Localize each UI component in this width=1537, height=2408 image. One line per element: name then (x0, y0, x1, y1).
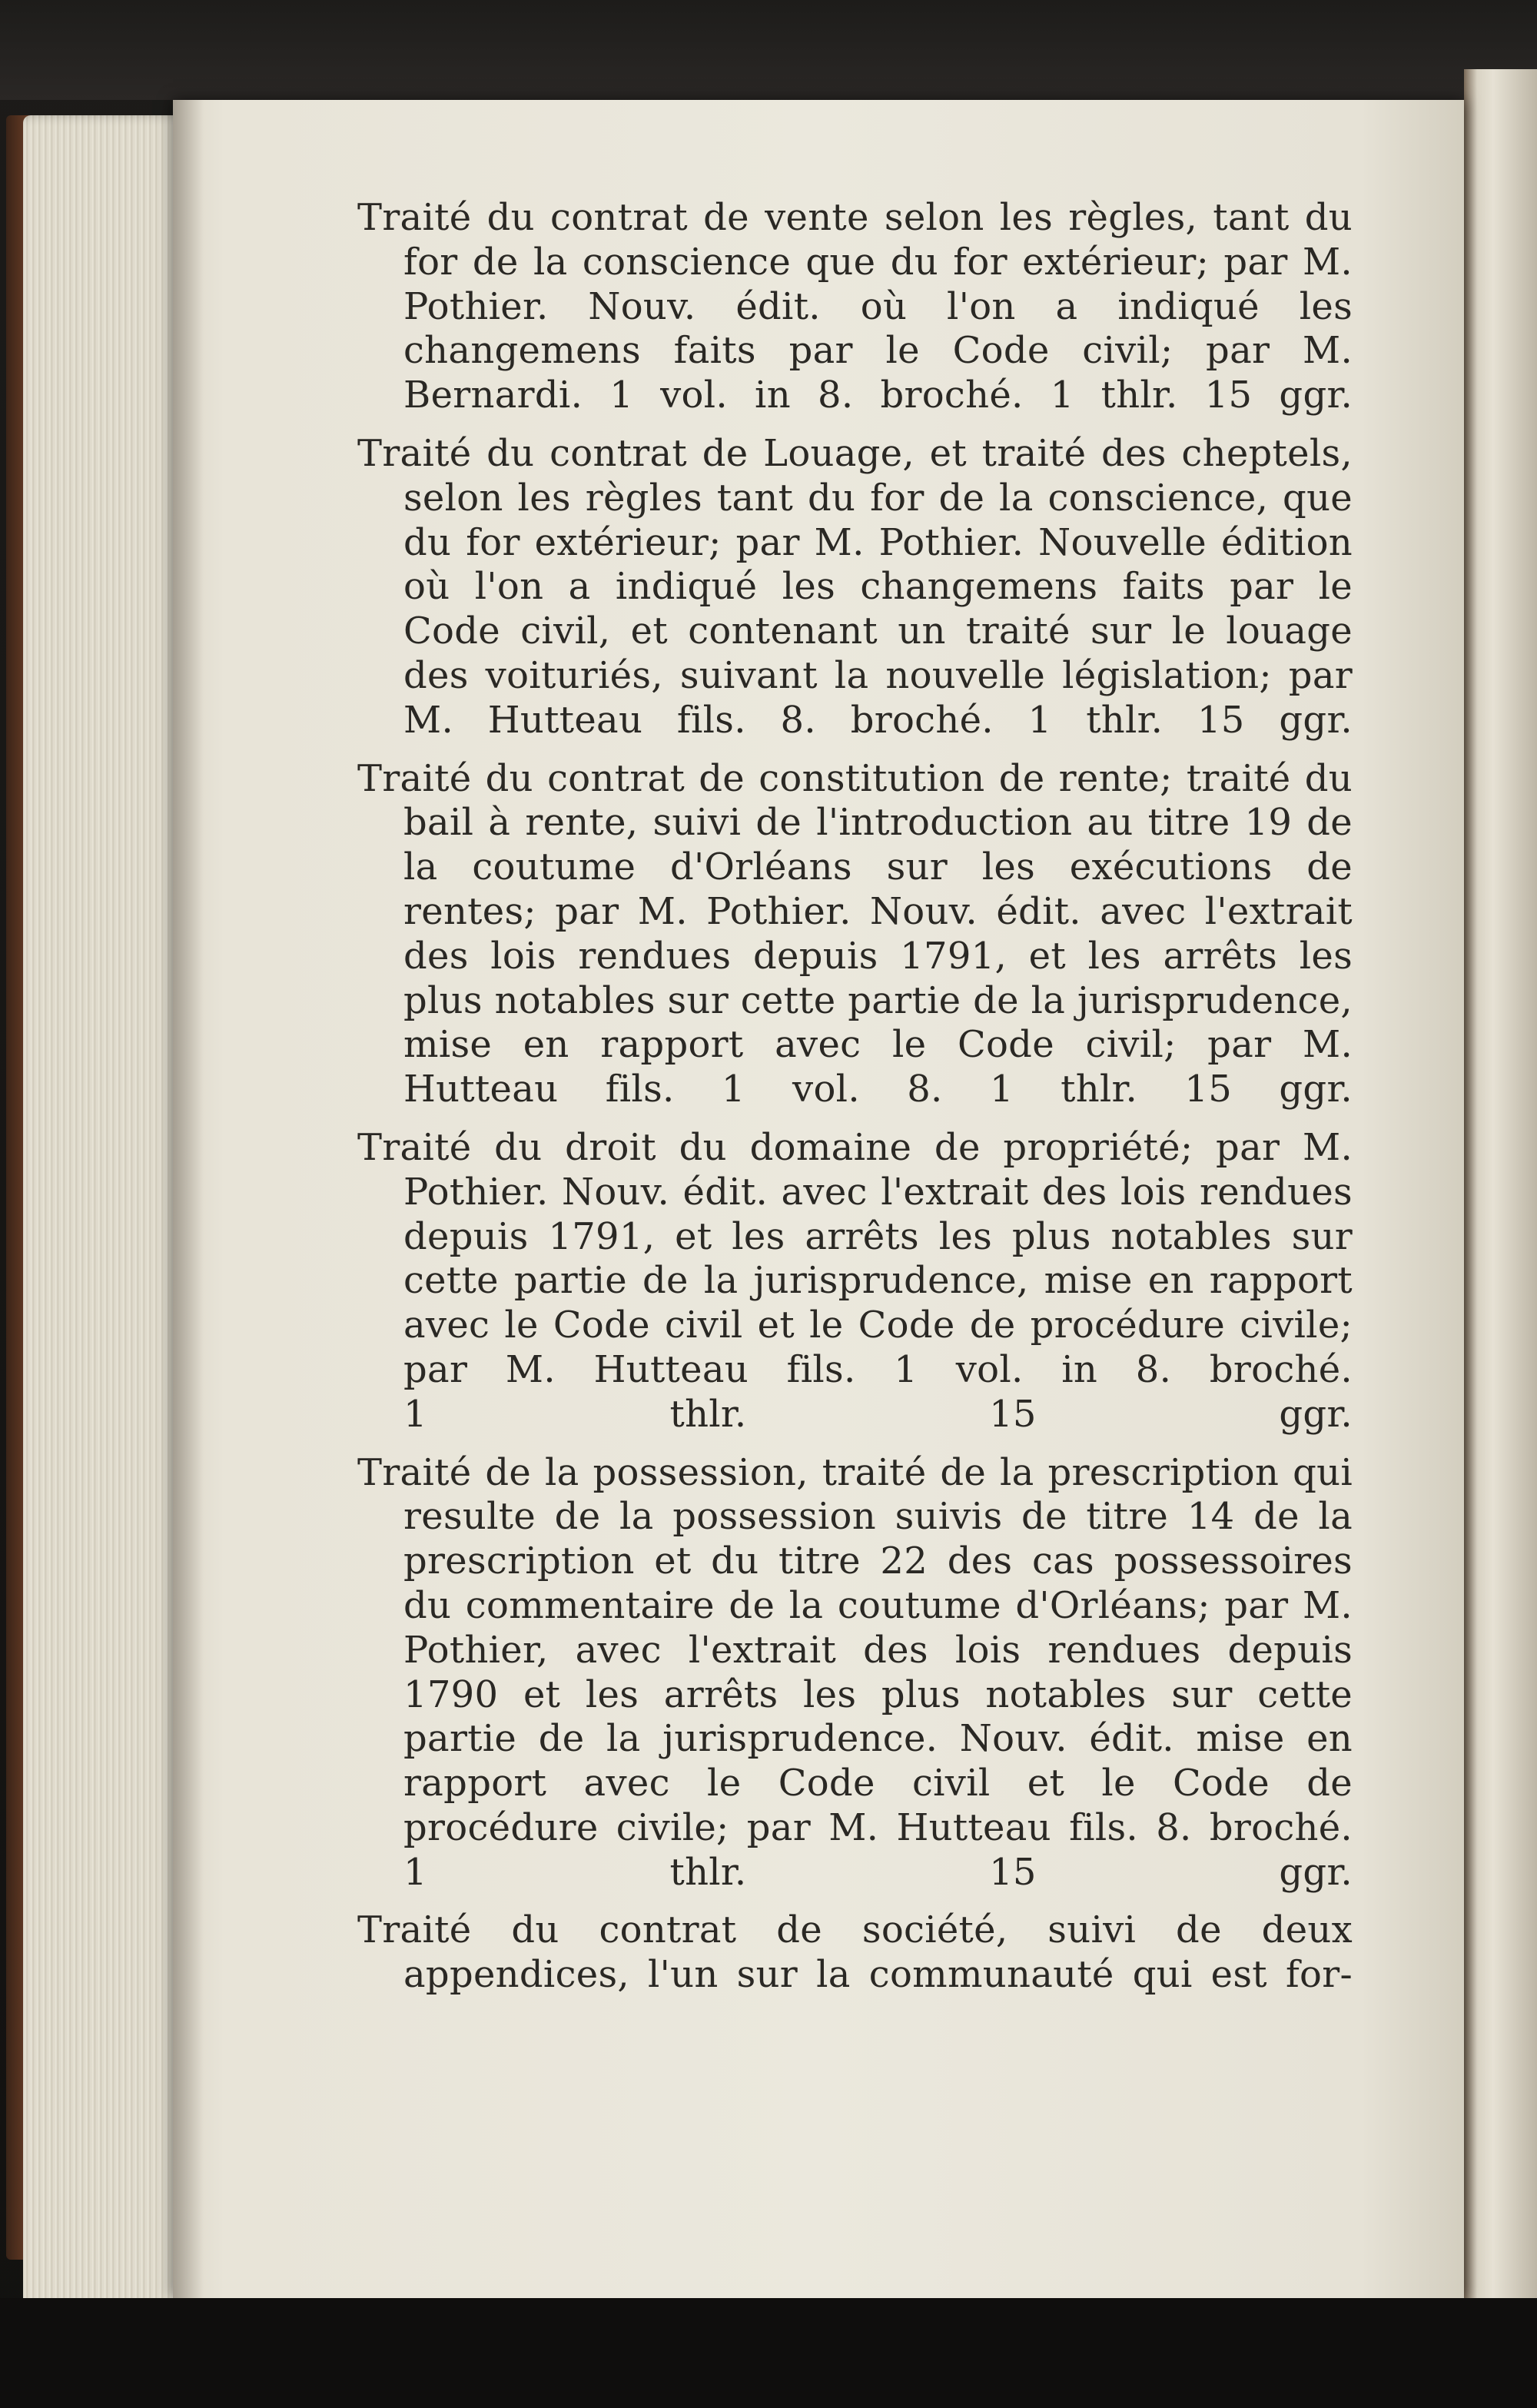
catalogue-entry (357, 1126, 1353, 1437)
entry-price: 1 thlr. 15 ggr. (1027, 698, 1353, 742)
catalogue-entry (357, 1451, 1353, 1895)
entry-text: Traité du contrat de constitution de rente; traité du bail à rente, suivi de l'introduction au titre 19 de la coutume d'Orléans sur les exécutions de rentes; par M. Pothier. Nouv. édit. avec l'extrait des lois rendues depuis 1791, et les arrêts les plus notables sur cette partie de la jurisprudence, mise en rapport avec le Code civil; par M. Hutteau fils. 1 vol. 8. (357, 756, 1353, 1111)
entry-text: Traité du contrat de société, suivi de deux appendices, l'un sur la communauté qui est for- (357, 1908, 1353, 1997)
entry-text: Traité du contrat de Louage, et traité des cheptels, selon les règles tant du for de la conscience, que du for extérieur; par M. Pothier. Nouvelle édition où l'on a indiqué les changemens faits par le Code civil, et contenant un traité sur le louage des voituriés, suivant la nouvelle législation; par M. Hutteau fils. 8. broché. (357, 431, 1353, 742)
catalogue-text (357, 196, 1353, 2011)
catalogue-entry (357, 1908, 1353, 1998)
page-edges (23, 115, 188, 2313)
entry-text: Traité du droit du domaine de propriété; par M. Pothier. Nouv. édit. avec l'extrait des lois rendues depuis 1791, et les arrêts les plus notables sur cette partie de la jurisprudence, mise en rapport avec le Code civil et le Code de procédure civile; par M. Hutteau fils. 1 vol. in 8. broché. (357, 1125, 1353, 1391)
entry-price: 1 thlr. 15 ggr. (989, 1068, 1353, 1111)
catalogue-entry (357, 432, 1353, 743)
gutter-shadow (173, 100, 204, 2298)
entry-text: Traité de la possession, traité de la prescription qui resulte de la possession suivis de titre 14 de la prescription et du titre 22 des cas possessoires du commentaire de la coutume d'Orléans; par M. Pothier, avec l'extrait des lois rendues depuis 1790 et les arrêts les plus notables sur cette partie de la jurisprudence. Nouv. édit. mise en rapport avec le Code civil et le Code de procédure civile; par M. Hutteau fils. 8. broché. (357, 1450, 1353, 1849)
catalogue-entry (357, 196, 1353, 418)
entry-price: 1 thlr. 15 ggr. (403, 1850, 1353, 1894)
entry-price: 1 thlr. 15 ggr. (403, 1392, 1353, 1436)
entry-text: Traité du contrat de vente selon les règles, tant du for de la conscience que du for extérieur; par M. Pothier. Nouv. édit. où l'on a indiqué les changemens faits par le Code civil; par M. Bernardi. 1 vol. in 8. broché. (357, 196, 1353, 417)
facing-page-edge (1464, 69, 1537, 2298)
backdrop (0, 0, 1537, 100)
entry-price: 1 thlr. 15 ggr. (1050, 374, 1353, 417)
catalogue-entry (357, 757, 1353, 1112)
backdrop-bottom (0, 2298, 1537, 2408)
